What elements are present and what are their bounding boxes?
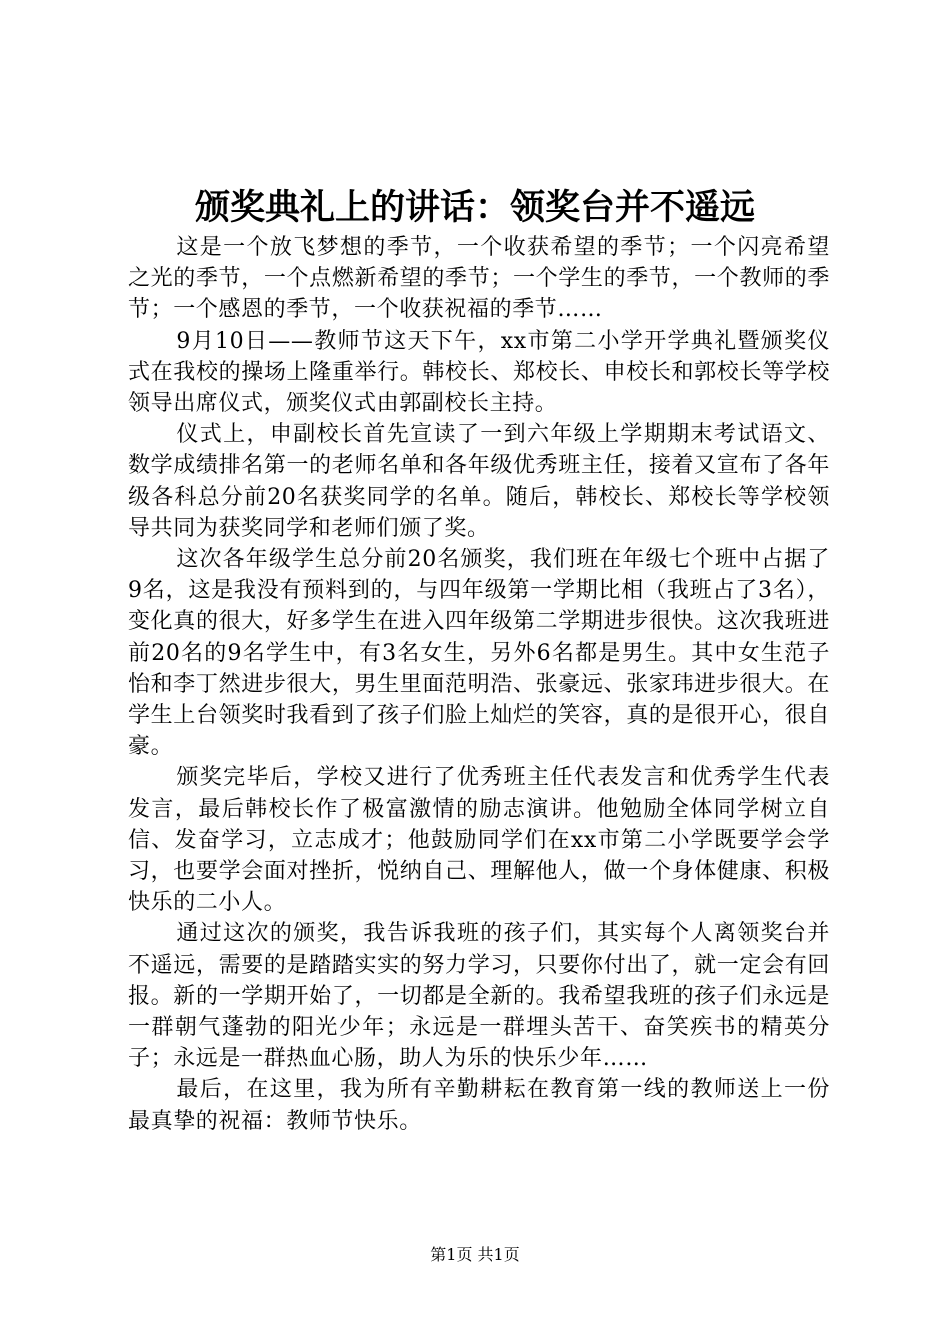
paragraph-7: 最后，在这里，我为所有辛勤耕耘在教育第一线的教师送上一份最真挚的祝福：教师节快乐。 [128,1077,830,1134]
paragraph-5: 颁奖完毕后，学校又进行了优秀班主任代表发言和优秀学生代表发言，最后韩校长作了极富激情的励志演讲。他勉励全体同学树立自信、发奋学习，立志成才；他鼓励同学们在xx市第二小学既要学会学习，也要学会面对挫折，悦纳自己、理解他人，做一个身体健康、积极快乐的二小人。 [128,765,830,916]
paragraph-6: 通过这次的颁奖，我告诉我班的孩子们，其实每个人离领奖台并不遥远，需要的是踏踏实实的努力学习，只要你付出了，就一定会有回报。新的一学期开始了，一切都是全新的。我希望我班的孩子们永远是一群朝气蓬勃的阳光少年；永远是一群埋头苦干、奋笑疾书的精英分子；永远是一群热血心肠，助人为乐的快乐少年…… [128,921,830,1072]
document-title: 颁奖典礼上的讲话：领奖台并不遥远 [194,187,755,228]
paragraph-2: 9月10日——教师节这天下午，xx市第二小学开学典礼暨颁奖仪式在我校的操场上隆重举行。韩校长、郑校长、申校长和郭校长等学校领导出席仪式，颁奖仪式由郭副校长主持。 [128,328,830,417]
document-body [128,232,830,1137]
paragraph-1: 这是一个放飞梦想的季节，一个收获希望的季节；一个闪亮希望之光的季节，一个点燃新希望的季节；一个学生的季节，一个教师的季节；一个感恩的季节，一个收获祝福的季节…… [128,235,830,323]
paragraph-3: 仪式上，申副校长首先宣读了一到六年级上学期期末考试语文、数学成绩排名第一的老师名单和各年级优秀班主任，接着又宣布了各年级各科总分前20名获奖同学的名单。随后，韩校长、郑校长等学校领导共同为获奖同学和老师们颁了奖。 [128,422,830,541]
paragraph-4: 这次各年级学生总分前20名颁奖，我们班在年级七个班中占据了9名，这是我没有预料到的，与四年级第一学期比相（我班占了3名），变化真的很大，好多学生在进入四年级第二学期进步很快。这次我班进前20名的9名学生中，有3名女生，另外6名都是男生。其中女生范子怡和李丁然进步很大，男生里面范明浩、张豪远、张家玮进步很大。在学生上台领奖时我看到了孩子们脸上灿烂的笑容，真的是很开心，很自豪。 [128,547,830,760]
page-footer: 第1页 共1页 [430,1245,520,1264]
